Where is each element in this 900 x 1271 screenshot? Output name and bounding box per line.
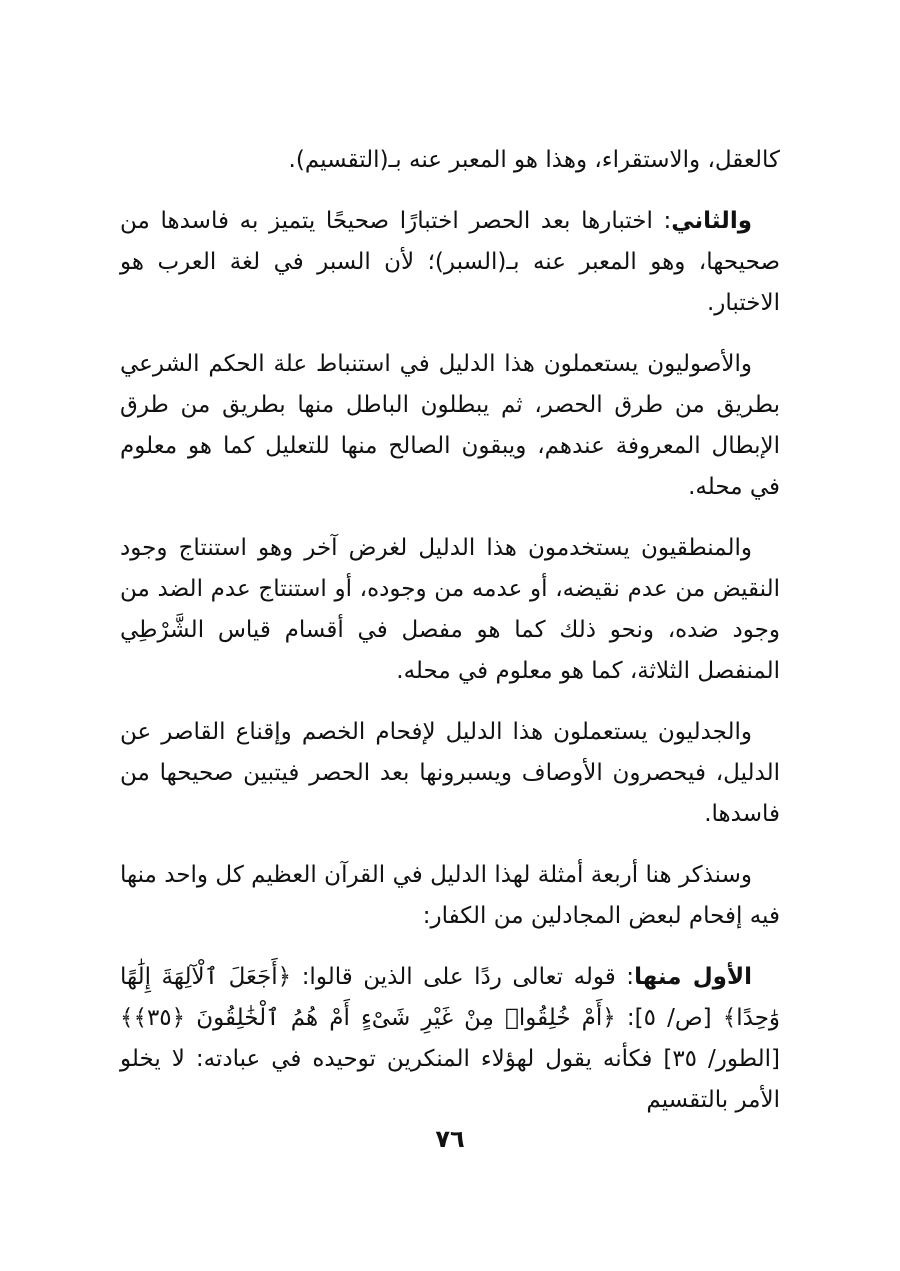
paragraph-3: والأصوليون يستعملون هذا الدليل في استنباط علة الحكم الشرعي بطريق من طرق الحصر، ثم يبطلون الباطل منها بطريق من طرق الإبطال المعروفة عندهم، ويبقون الصالح منها للتعليل كما هو معلوم في محله.: [120, 351, 780, 500]
paragraph-6: وسنذكر هنا أربعة أمثلة لهذا الدليل في القرآن العظيم كل واحد منها فيه إفحام لبعض المجادلين من الكفار:: [120, 862, 780, 929]
paragraph-7-text-b: فكأنه يقول لهؤلاء المنكرين توحيده في عبادته: لا يخلو الأمر بالتقسيم: [120, 1046, 780, 1113]
verse-reference-1: [ص/ ٥]:: [626, 1005, 712, 1031]
page-number: ٧٦: [435, 1125, 465, 1153]
verse-reference-2: [الطور/ ٣٥]: [663, 1046, 780, 1072]
paragraph-2: [120, 201, 780, 324]
paragraph-5: والجدليون يستعملون هذا الدليل لإفحام الخصم وإقناع القاصر عن الدليل، فيحصرون الأوصاف ويسبرونها بعد الحصر فيتبين صحيحها من فاسدها.: [120, 719, 780, 827]
paragraph-2-text: : اختبارها بعد الحصر اختبارًا صحيحًا يتميز به فاسدها من صحيحها، وهو المعبر عنه بـ(السبر)؛ لأن السبر في لغة العرب هو الاختبار.: [120, 208, 780, 316]
paragraph-4: والمنطقيون يستخدمون هذا الدليل لغرض آخر وهو استنتاج وجود النقيض من عدم نقيضه، أو عدمه من وجوده، أو استنتاج عدم الضد من وجود ضده، ونحو ذلك كما هو مفصل في أقسام قياس الشَّرْطِي المنفصل الثلاثة، كما هو معلوم في محله.: [120, 535, 780, 684]
paragraph-7-text-a: : قوله تعالى ردًا على الذين قالوا:: [301, 964, 635, 990]
quran-verse-2: ﴿أَمْ خُلِقُوا۟ مِنْ غَيْرِ شَىْءٍ أَمْ هُمُ ٱلْخَٰلِقُونَ ﴿٣٥﴾﴾: [120, 1005, 616, 1031]
page-body: [120, 140, 780, 1141]
paragraph-7-lead: الأول منها: [634, 964, 752, 990]
paragraph-1: كالعقل، والاستقراء، وهذا هو المعبر عنه بـ(التقسيم).: [288, 147, 780, 173]
paragraph-2-lead: والثاني: [671, 208, 752, 234]
paragraph-7: [120, 957, 780, 1121]
quran-verse-1: ﴿أَجَعَلَ ٱلْآلِهَةَ إِلَٰهًا وَٰحِدًا﴾: [120, 964, 781, 1031]
